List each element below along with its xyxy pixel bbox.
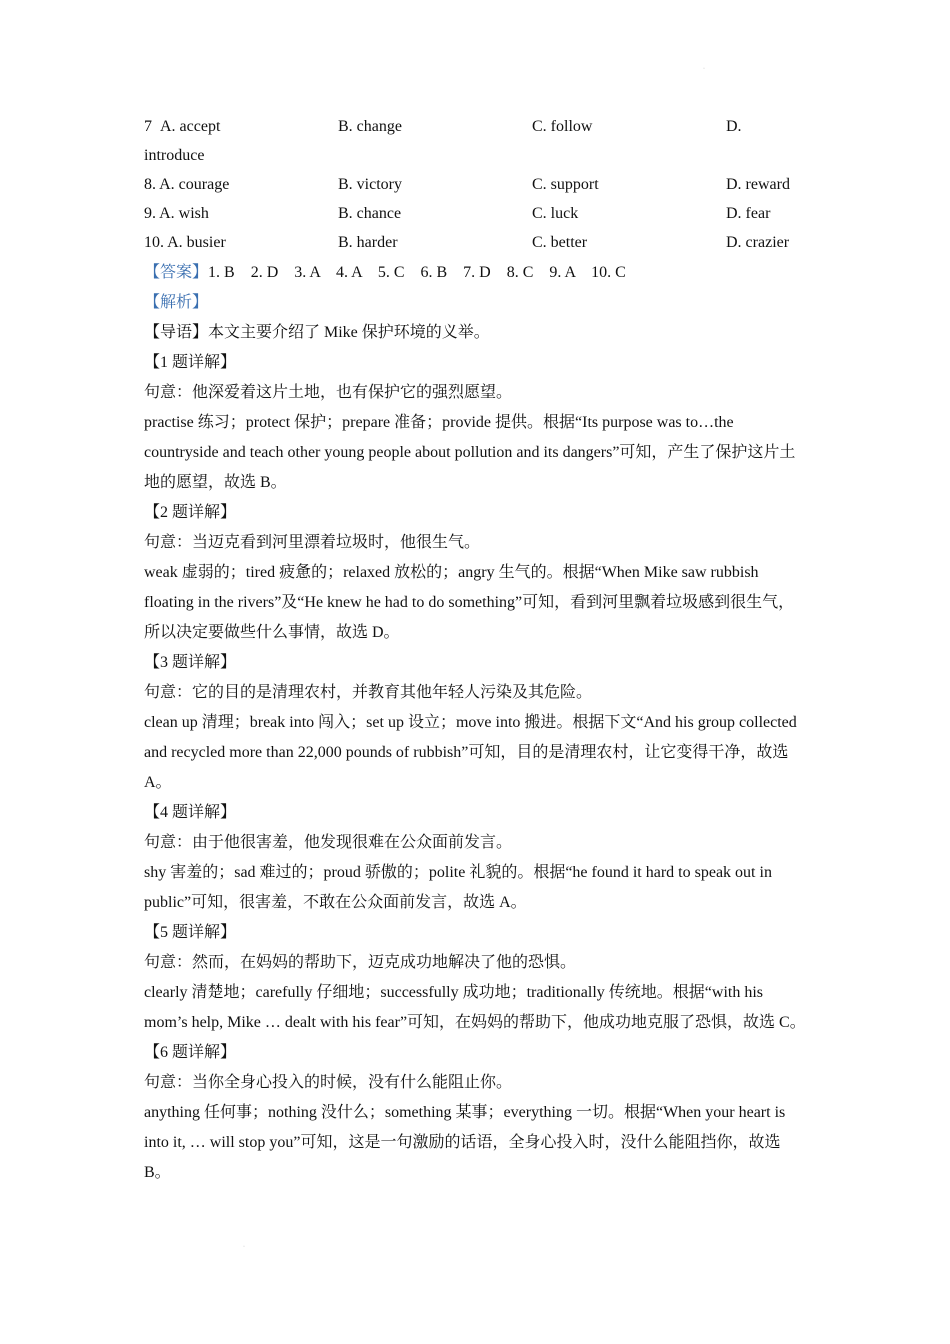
option-d: D. reward bbox=[726, 176, 790, 193]
section-detail: anything 任何事；nothing 没什么；something 某事；everything 一切。根据“When your heart is into it, … will stop you”可知，这是一句激励的话语，全身心投入时，没什么能阻挡你，故选 B。 bbox=[144, 1104, 786, 1181]
section-heading: 【5 题详解】 bbox=[144, 924, 237, 941]
section-4 bbox=[144, 798, 809, 918]
option-row-7 bbox=[144, 112, 809, 141]
section-5 bbox=[144, 918, 809, 1038]
option-row-10 bbox=[144, 228, 809, 257]
section-meaning: 句意：他深爱着这片土地，也有保护它的强烈愿望。 bbox=[144, 384, 513, 401]
option-row-9 bbox=[144, 199, 809, 228]
answer-text: 1. B 2. D 3. A 4. A 5. C 6. B 7. D 8. C 9. A 10. C bbox=[208, 264, 626, 281]
section-detail: practise 练习；protect 保护；prepare 准备；provide 提供。根据“Its purpose was to…the countryside and teach other young people about pollution and its dangers”可知，产生了保护这片土地的愿望，故选 B。 bbox=[144, 414, 796, 491]
section-meaning: 句意：然而，在妈妈的帮助下，迈克成功地解决了他的恐惧。 bbox=[144, 954, 577, 971]
section-heading: 【3 题详解】 bbox=[144, 654, 237, 671]
explanation-sections bbox=[144, 348, 809, 1188]
option-b: B. chance bbox=[338, 205, 402, 222]
section-1 bbox=[144, 348, 809, 498]
section-3 bbox=[144, 648, 809, 798]
document-page bbox=[144, 112, 809, 1188]
section-meaning: 句意：当迈克看到河里漂着垃圾时，他很生气。 bbox=[144, 534, 481, 551]
option-b: B. victory bbox=[338, 176, 402, 193]
section-detail: clearly 清楚地；carefully 仔细地；successfully 成功地；traditionally 传统地。根据“with his mom’s help, Mike … dealt with his fear”可知，在妈妈的帮助下，他成功地克服了恐惧，故选 C。 bbox=[144, 984, 806, 1031]
corner-mark-top: · bbox=[703, 66, 705, 72]
option-d-wrap: introduce bbox=[144, 147, 205, 164]
answer-label: 【答案】 bbox=[144, 264, 209, 281]
option-d: D. crazier bbox=[726, 234, 790, 251]
section-detail: clean up 清理；break into 闯入；set up 设立；move into 搬进。根据下文“And his group collected and recycled more than 22,000 pounds of rubbish”可知，目的是清理农村，让它变得干净，故选 A。 bbox=[144, 714, 797, 791]
section-6 bbox=[144, 1038, 809, 1188]
option-c: C. follow bbox=[532, 118, 593, 135]
section-meaning: 句意：当你全身心投入的时候，没有什么能阻止你。 bbox=[144, 1074, 513, 1091]
section-heading: 【6 题详解】 bbox=[144, 1044, 237, 1061]
option-row-8 bbox=[144, 170, 809, 199]
section-meaning: 句意：由于他很害羞，他发现很难在公众面前发言。 bbox=[144, 834, 513, 851]
analysis-label: 【解析】 bbox=[144, 294, 209, 311]
option-a: 9. A. wish bbox=[144, 205, 209, 222]
section-heading: 【1 题详解】 bbox=[144, 354, 237, 371]
option-a: 10. A. busier bbox=[144, 234, 226, 251]
section-heading: 【2 题详解】 bbox=[144, 504, 237, 521]
section-detail: weak 虚弱的；tired 疲惫的；relaxed 放松的；angry 生气的。根据“When Mike saw rubbish floating in the rivers”及“He knew he had to do something”可知，看到河里飘着垃圾感到很生气，所以决定要做些什么事情，故选 D。 bbox=[144, 564, 795, 641]
section-heading: 【4 题详解】 bbox=[144, 804, 237, 821]
answer-line bbox=[144, 258, 809, 288]
option-d: D. bbox=[726, 118, 742, 135]
corner-mark-bottom: · bbox=[243, 1244, 245, 1250]
option-b: B. harder bbox=[338, 234, 398, 251]
section-meaning: 句意：它的目的是清理农村，并教育其他年轻人污染及其危险。 bbox=[144, 684, 593, 701]
option-d: D. fear bbox=[726, 205, 771, 222]
guide-text: 【导语】本文主要介绍了 Mike 保护环境的义举。 bbox=[144, 324, 490, 341]
section-detail: shy 害羞的；sad 难过的；proud 骄傲的；polite 礼貌的。根据“he found it hard to speak out in public”可知，很害羞，不敢在公众面前发言，故选 A。 bbox=[144, 864, 772, 911]
section-2 bbox=[144, 498, 809, 648]
option-a: 7 A. accept bbox=[144, 118, 221, 135]
option-c: C. luck bbox=[532, 205, 579, 222]
option-c: C. support bbox=[532, 176, 599, 193]
option-a: 8. A. courage bbox=[144, 176, 230, 193]
option-c: C. better bbox=[532, 234, 588, 251]
option-b: B. change bbox=[338, 118, 402, 135]
